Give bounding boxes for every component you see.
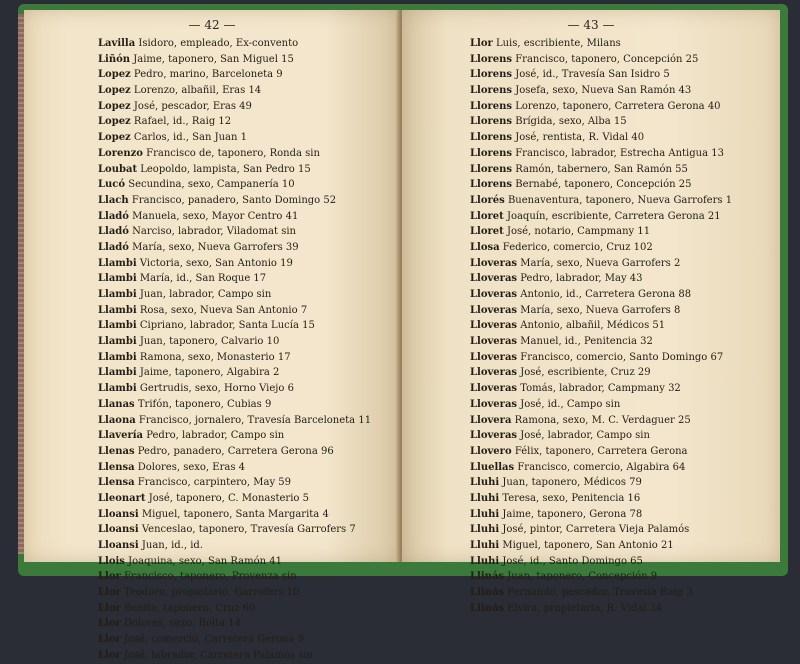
entry-details: Victoria, sexo, San Antonio 19 — [139, 257, 293, 269]
entry-surname: Llorens — [470, 100, 513, 112]
directory-entry — [470, 365, 780, 381]
directory-entry — [98, 224, 400, 240]
directory-entry — [98, 601, 400, 617]
entry-surname: Loubat — [98, 163, 138, 175]
entry-details: Juan, taponero, Médicos 79 — [502, 477, 642, 489]
directory-entry — [470, 381, 780, 397]
directory-entry — [98, 334, 400, 350]
entry-surname: Llinás — [470, 602, 505, 614]
directory-entry — [98, 177, 400, 193]
directory-entry — [98, 67, 400, 83]
entry-surname: Llenas — [98, 445, 135, 457]
entry-details: Manuel, id., Penitencia 32 — [520, 336, 653, 348]
entry-surname: Llorens — [470, 116, 513, 128]
directory-entry — [470, 303, 780, 319]
entry-surname: Llor — [98, 634, 121, 646]
right-entry-list — [402, 36, 780, 616]
entry-details: Lorenzo, albañil, Eras 14 — [133, 85, 262, 97]
entry-details: Venceslao, taponero, Travesía Garrofers 7 — [141, 524, 356, 536]
entry-surname: Lopez — [98, 132, 131, 144]
directory-entry — [98, 585, 400, 601]
entry-details: Teodoro, propietario, Garrofers 10 — [123, 587, 300, 599]
directory-entry — [470, 162, 780, 178]
entry-surname: Lloansi — [98, 508, 139, 520]
entry-surname: Lopez — [98, 116, 131, 128]
entry-details: María, sexo, Nueva Garrofers 8 — [520, 304, 681, 316]
entry-details: Francisco, jornalero, Travesía Barceloneta 11 — [138, 414, 372, 426]
entry-surname: Llambi — [98, 320, 137, 332]
entry-details: Teresa, sexo, Penitencia 16 — [502, 492, 641, 504]
directory-entry — [98, 397, 400, 413]
entry-details: Dolores, sexo, Bolta 14 — [123, 618, 241, 630]
directory-entry — [470, 67, 780, 83]
directory-entry — [470, 475, 780, 491]
entry-details: Cipriano, labrador, Santa Lucía 15 — [139, 320, 315, 332]
directory-entry — [470, 209, 780, 225]
entry-surname: Llorens — [470, 132, 513, 144]
entry-surname: Lloveras — [470, 367, 518, 379]
entry-surname: Llor — [98, 618, 121, 630]
directory-entry — [470, 428, 780, 444]
entry-surname: Lloveras — [470, 273, 518, 285]
entry-surname: Lloveras — [470, 257, 518, 269]
directory-entry — [470, 601, 780, 617]
directory-entry — [98, 522, 400, 538]
directory-entry — [470, 36, 780, 52]
entry-details: Rafael, id., Raig 12 — [133, 116, 232, 128]
directory-entry — [98, 554, 400, 570]
directory-entry — [470, 193, 780, 209]
entry-details: José, notario, Campmany 11 — [506, 226, 651, 238]
entry-details: María, id., San Roque 17 — [139, 273, 267, 285]
directory-entry — [98, 146, 400, 162]
entry-details: José, escribiente, Cruz 29 — [520, 367, 651, 379]
entry-details: Pedro, labrador, Campo sin — [146, 430, 285, 442]
directory-entry — [470, 397, 780, 413]
entry-surname: Liñón — [98, 53, 131, 65]
entry-details: José, pintor, Carretera Vieja Palamós — [502, 524, 690, 536]
entry-surname: Llinás — [470, 587, 505, 599]
directory-entry — [470, 177, 780, 193]
entry-details: María, sexo, Nueva Garrofers 39 — [132, 241, 299, 253]
entry-details: José, id., Travesía San Isidro 5 — [515, 69, 670, 81]
entry-surname: Llambi — [98, 383, 137, 395]
entry-surname: Llambi — [98, 289, 137, 300]
entry-details: Elvira, propietaria, R. Vidal 34 — [507, 602, 663, 614]
entry-surname: Llorens — [470, 53, 513, 65]
directory-entry — [470, 271, 780, 287]
entry-details: Pedro, labrador, May 43 — [520, 273, 643, 285]
directory-entry — [98, 209, 400, 225]
entry-surname: Lorenzo — [98, 147, 143, 159]
directory-entry — [470, 460, 780, 476]
entry-details: José, labrador, Carretera Palamós sin — [123, 649, 314, 661]
directory-entry — [98, 632, 400, 648]
entry-surname: Lleonart — [98, 492, 146, 504]
entry-details: Juan, id., id. — [141, 540, 203, 551]
entry-surname: Lladó — [98, 241, 129, 253]
entry-details: Jaime, taponero, Algabira 2 — [139, 367, 280, 379]
directory-entry — [470, 569, 780, 585]
entry-surname: Lladó — [98, 226, 129, 238]
entry-surname: Lloveras — [470, 398, 518, 410]
entry-details: Buenaventura, taponero, Nueva Garrofers 1 — [507, 194, 733, 206]
directory-entry — [470, 52, 780, 68]
entry-surname: Lluellas — [470, 461, 515, 473]
directory-entry — [98, 569, 400, 585]
entry-details: Josefa, sexo, Nueva San Ramón 43 — [515, 85, 692, 97]
directory-entry — [98, 162, 400, 178]
entry-surname: Llorens — [470, 163, 513, 175]
entry-surname: Lloveras — [470, 289, 518, 300]
entry-surname: Lloansi — [98, 540, 139, 551]
entry-surname: Lloveras — [470, 383, 518, 395]
entry-surname: Llensa — [98, 477, 135, 489]
entry-details: Antonio, id., Carretera Gerona 88 — [520, 289, 692, 300]
entry-surname: Llosa — [470, 241, 500, 253]
entry-details: Antonio, albañil, Médicos 51 — [520, 320, 666, 332]
directory-entry — [98, 99, 400, 115]
directory-entry — [98, 507, 400, 523]
entry-details: Leopoldo, lampista, San Pedro 15 — [140, 163, 311, 175]
entry-details: Miguel, taponero, San Antonio 21 — [502, 540, 674, 551]
entry-surname: Llanas — [98, 398, 135, 410]
entry-details: Juan, taponero, Calvario 10 — [139, 336, 280, 348]
entry-details: Manuela, sexo, Mayor Centro 41 — [132, 210, 299, 222]
entry-surname: Lopez — [98, 69, 131, 81]
directory-entry — [98, 193, 400, 209]
directory-entry — [470, 256, 780, 272]
entry-details: Trifón, taponero, Cubias 9 — [137, 398, 272, 410]
entry-surname: Llorés — [470, 194, 505, 206]
directory-entry — [470, 240, 780, 256]
right-page-number: — 43 — — [567, 18, 615, 32]
directory-entry — [98, 256, 400, 272]
entry-surname: Llaona — [98, 414, 136, 426]
directory-entry — [98, 428, 400, 444]
entry-surname: Llorens — [470, 179, 513, 191]
entry-details: Bernabé, taponero, Concepción 25 — [515, 179, 692, 191]
entry-surname: Lladó — [98, 210, 129, 222]
directory-entry — [470, 538, 780, 554]
entry-surname: Lluhi — [470, 555, 500, 567]
entry-details: Jaime, taponero, Gerona 78 — [502, 508, 643, 520]
entry-details: Ramona, sexo, M. C. Verdaguer 25 — [514, 414, 691, 426]
directory-entry — [98, 36, 400, 52]
directory-entry — [470, 350, 780, 366]
entry-surname: Lluhi — [470, 540, 500, 551]
entry-details: Carlos, id., San Juan 1 — [133, 132, 247, 144]
directory-entry — [470, 585, 780, 601]
directory-entry — [470, 554, 780, 570]
entry-details: Pedro, panadero, Carretera Gerona 96 — [137, 445, 334, 457]
entry-surname: Llor — [98, 587, 121, 599]
entry-surname: Lloveras — [470, 351, 518, 363]
entry-details: José, comercio, Carretera Gerona 9 — [123, 634, 304, 646]
directory-entry — [98, 114, 400, 130]
directory-entry — [470, 444, 780, 460]
entry-details: José, pescador, Eras 49 — [133, 100, 252, 112]
directory-entry — [98, 460, 400, 476]
entry-details: Rosa, sexo, Nueva San Antonio 7 — [139, 304, 308, 316]
entry-surname: Llovera — [470, 414, 512, 426]
entry-details: Lorenzo, taponero, Carretera Gerona 40 — [515, 100, 721, 112]
directory-entry — [98, 318, 400, 334]
directory-entry — [470, 114, 780, 130]
directory-entry — [98, 52, 400, 68]
entry-details: Francisco, panadero, Santo Domingo 52 — [131, 194, 337, 206]
entry-details: Juan, labrador, Campo sin — [139, 289, 272, 300]
entry-surname: Llambi — [98, 367, 137, 379]
entry-surname: Lavilla — [98, 38, 136, 49]
entry-surname: Llambi — [98, 351, 137, 363]
entry-details: María, sexo, Nueva Garrofers 2 — [520, 257, 681, 269]
left-page-number: — 42 — — [188, 18, 236, 32]
entry-surname: Llor — [98, 649, 121, 661]
directory-entry — [98, 350, 400, 366]
directory-entry — [98, 83, 400, 99]
entry-details: Ramona, sexo, Monasterio 17 — [139, 351, 291, 363]
entry-surname: Llorens — [470, 69, 513, 81]
entry-surname: Llambi — [98, 336, 137, 348]
entry-surname: Llambi — [98, 257, 137, 269]
left-entry-list — [24, 36, 400, 664]
directory-entry — [98, 271, 400, 287]
entry-surname: Lluhi — [470, 492, 500, 504]
entry-details: José, labrador, Campo sin — [520, 430, 650, 442]
entry-surname: Lluhi — [470, 477, 500, 489]
entry-details: Benito, taponero, Cruz 60 — [123, 602, 256, 614]
entry-details: Francisco, taponero, Provenza sin — [123, 571, 297, 583]
entry-details: Secundina, sexo, Campanería 10 — [128, 179, 295, 191]
entry-surname: Llois — [98, 555, 125, 567]
directory-entry — [98, 130, 400, 146]
directory-entry — [470, 491, 780, 507]
entry-details: Francisco, carpintero, May 59 — [137, 477, 292, 489]
directory-entry — [470, 83, 780, 99]
entry-surname: Llavería — [98, 430, 144, 442]
entry-surname: Lloveras — [470, 320, 518, 332]
entry-surname: Llambi — [98, 273, 137, 285]
entry-details: Tomás, labrador, Campmany 32 — [520, 383, 681, 395]
directory-entry — [98, 303, 400, 319]
entry-details: Brígida, sexo, Alba 15 — [515, 116, 627, 128]
entry-details: Miguel, taponero, Santa Margarita 4 — [141, 508, 329, 520]
directory-entry — [470, 146, 780, 162]
entry-details: Federico, comercio, Cruz 102 — [502, 241, 653, 253]
directory-entry — [98, 648, 400, 664]
directory-entry — [470, 413, 780, 429]
directory-entry — [98, 381, 400, 397]
entry-surname: Llinás — [470, 571, 505, 583]
directory-entry — [98, 538, 400, 554]
entry-details: Luis, escribiente, Milans — [495, 38, 621, 49]
directory-entry — [98, 475, 400, 491]
entry-details: Gertrudis, sexo, Horno Viejo 6 — [139, 383, 294, 395]
entry-surname: Lloveras — [470, 304, 518, 316]
entry-surname: Llensa — [98, 461, 135, 473]
directory-entry — [470, 224, 780, 240]
entry-surname: Llorens — [470, 85, 513, 97]
entry-details: José, rentista, R. Vidal 40 — [515, 132, 645, 144]
entry-details: Dolores, sexo, Eras 4 — [137, 461, 245, 473]
directory-entry — [98, 491, 400, 507]
entry-details: José, id., Santo Domingo 65 — [502, 555, 643, 567]
entry-surname: Llach — [98, 194, 129, 206]
entry-details: José, taponero, C. Monasterio 5 — [148, 492, 309, 504]
entry-details: José, id., Campo sin — [520, 398, 621, 410]
directory-entry — [470, 318, 780, 334]
left-page — [24, 10, 400, 661]
directory-entry — [98, 616, 400, 632]
entry-details: Isidoro, empleado, Ex-convento — [138, 38, 299, 49]
entry-surname: Llor — [98, 571, 121, 583]
directory-entry — [470, 334, 780, 350]
entry-details: Joaquina, sexo, San Ramón 41 — [128, 555, 282, 567]
entry-details: Francisco de, taponero, Ronda sin — [146, 147, 320, 159]
entry-surname: Lloveras — [470, 336, 518, 348]
entry-surname: Lloveras — [470, 430, 518, 442]
directory-entry — [470, 507, 780, 523]
entry-details: Francisco, comercio, Santo Domingo 67 — [520, 351, 724, 363]
entry-details: Félix, taponero, Carretera Gerona — [514, 445, 688, 457]
entry-surname: Llor — [98, 602, 121, 614]
entry-details: Francisco, comercio, Algabira 64 — [517, 461, 686, 473]
directory-entry — [98, 287, 400, 303]
entry-surname: Lucó — [98, 179, 126, 191]
entry-details: Fernando, pescador, Travesía Raig 3 — [507, 587, 693, 599]
entry-surname: Lloret — [470, 210, 504, 222]
directory-entry — [98, 365, 400, 381]
directory-entry — [470, 287, 780, 303]
entry-details: Juan, taponero, Concepción 9 — [507, 571, 658, 583]
entry-details: Ramón, tabernero, San Ramón 55 — [515, 163, 688, 175]
entry-surname: Lopez — [98, 100, 131, 112]
entry-surname: Lluhi — [470, 508, 500, 520]
entry-details: Jaime, taponero, San Miguel 15 — [133, 53, 294, 65]
entry-details: Francisco, labrador, Estrecha Antigua 13 — [515, 147, 724, 159]
entry-surname: Lluhi — [470, 524, 500, 536]
open-book — [18, 4, 788, 661]
entry-surname: Llambi — [98, 304, 137, 316]
directory-entry — [470, 99, 780, 115]
directory-entry — [98, 240, 400, 256]
entry-surname: Lloret — [470, 226, 504, 238]
entry-details: Narciso, labrador, Viladomat sin — [132, 226, 296, 238]
entry-surname: Lopez — [98, 85, 131, 97]
entry-details: Pedro, marino, Barceloneta 9 — [133, 69, 283, 81]
entry-surname: Lloansi — [98, 524, 139, 536]
right-page — [402, 10, 780, 614]
directory-entry — [470, 130, 780, 146]
entry-surname: Llor — [470, 38, 493, 49]
directory-entry — [98, 413, 400, 429]
entry-details: Joaquín, escribiente, Carretera Gerona 21 — [506, 210, 721, 222]
entry-surname: Llovero — [470, 445, 512, 457]
directory-entry — [470, 522, 780, 538]
entry-surname: Llorens — [470, 147, 513, 159]
directory-entry — [98, 444, 400, 460]
entry-details: Francisco, taponero, Concepción 25 — [515, 53, 699, 65]
